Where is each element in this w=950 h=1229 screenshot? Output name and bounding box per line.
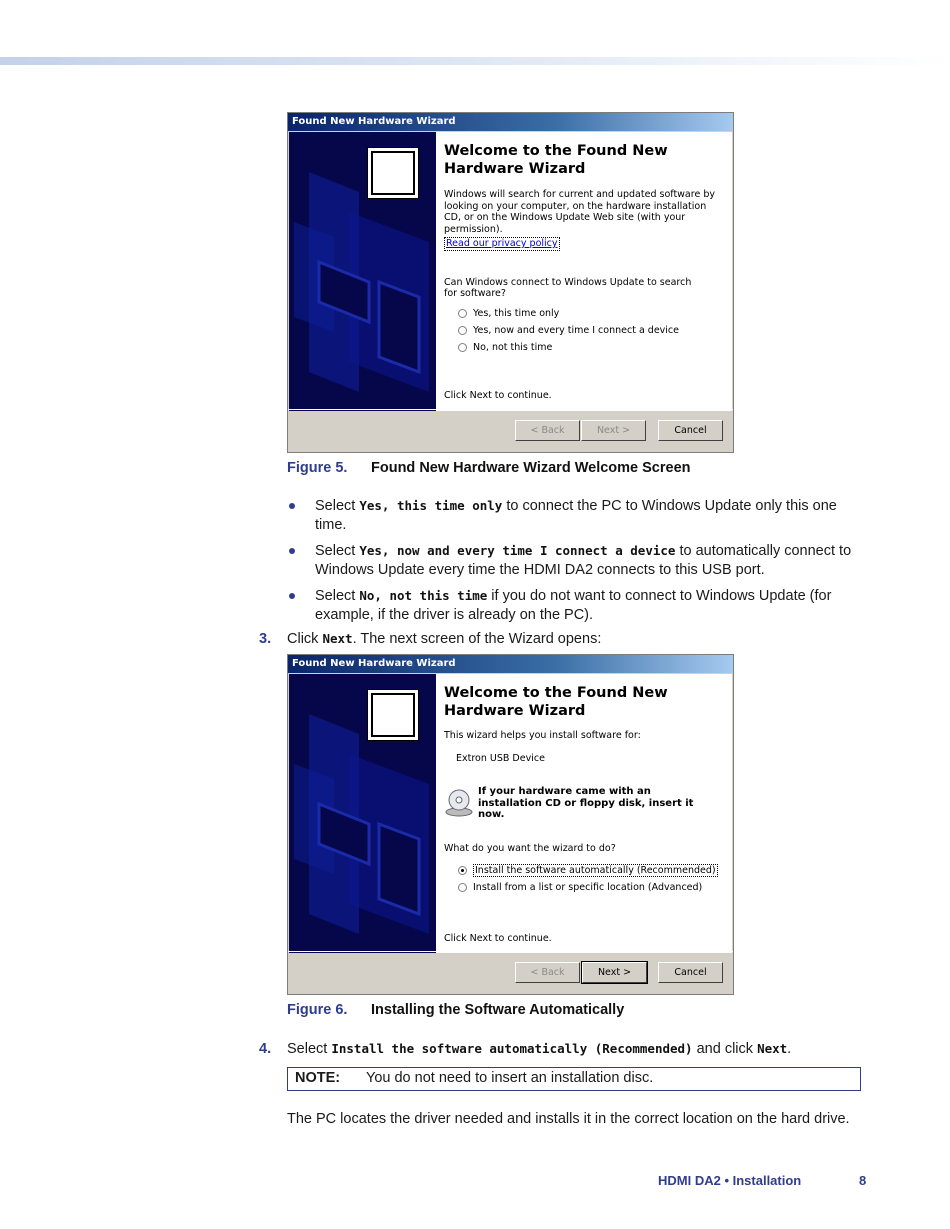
cd-prompt-row: [444, 786, 722, 821]
back-button[interactable]: < Back: [515, 962, 580, 983]
wizard-window-figure6: [287, 654, 734, 995]
note-box: [287, 1067, 861, 1091]
wizard-banner-graphic: [289, 132, 436, 411]
note-text: You do not need to insert an installation disc.: [366, 1070, 654, 1086]
wizard-question: What do you want the wizard to do?: [444, 842, 616, 854]
cd-prompt-text: If your hardware came with an installation CD or floppy disk, insert it now.: [478, 786, 694, 820]
hardware-icon: [367, 147, 419, 199]
wizard-button-bar: [288, 409, 733, 452]
bullet-icon: [289, 593, 295, 599]
figure6-caption: Figure 6. Installing the Software Automatically: [287, 1002, 625, 1018]
device-name: Extron USB Device: [456, 752, 545, 764]
radio-icon[interactable]: [458, 309, 467, 318]
radio-icon[interactable]: [458, 343, 467, 352]
wizard-heading: Welcome to the Found New Hardware Wizard: [444, 685, 668, 719]
wizard-banner-graphic: [289, 674, 436, 953]
radio-option-install-manual[interactable]: Install from a list or specific location (Advanced): [444, 879, 722, 896]
wizard-content-panel: [436, 674, 732, 953]
footer-section-title: HDMI DA2 • Installation: [658, 1173, 802, 1188]
wizard-title-bar: Found New Hardware Wizard: [288, 655, 733, 673]
wizard-intro-text: This wizard helps you install software for:: [444, 730, 641, 741]
radio-option-yes-always[interactable]: Yes, now and every time I connect a device: [444, 322, 722, 339]
body-paragraph: The PC locates the driver needed and installs it in the correct location on the hard drive.: [287, 1111, 850, 1127]
radio-option-install-auto[interactable]: Install the software automatically (Recommended): [444, 862, 722, 879]
wizard-heading: Welcome to the Found New Hardware Wizard: [444, 143, 668, 177]
wizard-content-panel: [436, 132, 732, 411]
radio-icon[interactable]: [458, 883, 467, 892]
continue-instruction: Click Next to continue.: [444, 390, 552, 401]
note-label: NOTE:: [295, 1070, 341, 1086]
radio-icon[interactable]: [458, 326, 467, 335]
step-4: 4. Select Install the software automatically (Recommended) and click Next.: [259, 1041, 792, 1057]
continue-instruction: Click Next to continue.: [444, 933, 552, 944]
wizard-window-figure5: [287, 112, 734, 453]
wizard-intro-text: Windows will search for current and updated software by looking on your computer, on the hardware installation CD, or on the Windows Update Web site (with your permission).: [444, 189, 715, 235]
wizard-question: Can Windows connect to Windows Update to search for software?: [444, 276, 692, 299]
privacy-policy-link[interactable]: Read our privacy policy: [446, 238, 558, 249]
figure5-caption: Figure 5. Found New Hardware Wizard Welcome Screen: [287, 460, 691, 476]
header-gradient-bar: [0, 57, 950, 65]
list-item: Select Yes, this time only to connect the PC to Windows Update only this one time.: [287, 496, 867, 535]
radio-option-yes-once[interactable]: Yes, this time only: [444, 305, 722, 322]
list-item: Select Yes, now and every time I connect a device to automatically connect to Windows Update every time the HDMI DA2 connects to this USB port.: [287, 541, 867, 580]
footer-page-number: 8: [859, 1173, 867, 1188]
step-3: 3. Click Next. The next screen of the Wizard opens:: [259, 631, 602, 647]
bullet-icon: [289, 503, 295, 509]
radio-icon[interactable]: [458, 866, 467, 875]
hardware-icon: [367, 689, 419, 741]
next-button[interactable]: Next >: [581, 420, 646, 441]
cancel-button[interactable]: Cancel: [658, 962, 723, 983]
wizard-title-bar: Found New Hardware Wizard: [288, 113, 733, 131]
wizard-button-bar: [288, 951, 733, 994]
list-item: Select No, not this time if you do not want to connect to Windows Update (for example, if the driver is already on the PC).: [287, 586, 867, 625]
bullet-icon: [289, 548, 295, 554]
cd-drive-icon: [444, 788, 474, 818]
back-button[interactable]: < Back: [515, 420, 580, 441]
next-button[interactable]: Next >: [582, 962, 647, 983]
option-bullet-list: [287, 496, 867, 631]
cancel-button[interactable]: Cancel: [658, 420, 723, 441]
radio-option-no[interactable]: No, not this time: [444, 339, 722, 356]
